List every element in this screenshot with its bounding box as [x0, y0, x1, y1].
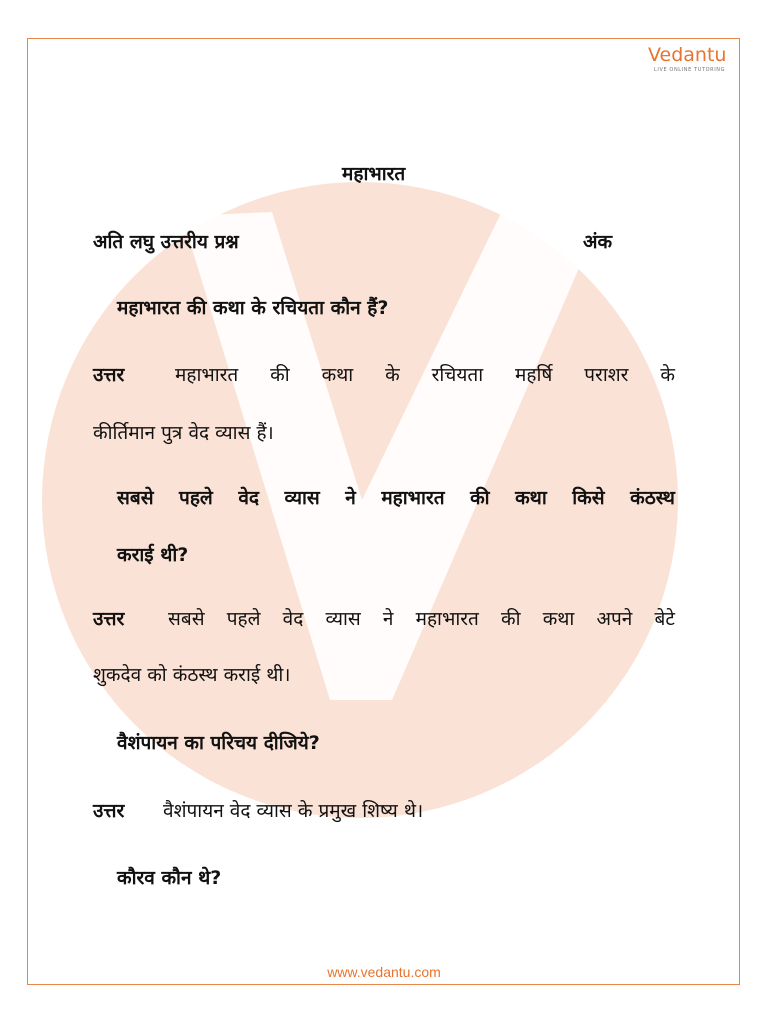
question-2-line-1	[117, 486, 675, 510]
word: महाभारत	[415, 608, 479, 630]
word: व्यास	[325, 608, 361, 630]
word: बेटे	[654, 608, 675, 630]
logo-text: Vedantu	[648, 44, 727, 66]
word: पहले	[179, 487, 213, 509]
word: ने	[345, 487, 356, 509]
word: की	[501, 608, 521, 630]
logo-tagline: LIVE ONLINE TUTORING	[654, 67, 726, 73]
word: की	[270, 364, 290, 386]
answer-2-line-2: शुकदेव को कंठस्थ कराई थी।	[93, 664, 291, 686]
answer-1-line-2: कीर्तिमान पुत्र वेद व्यास हैं।	[93, 422, 274, 444]
section-marks: अंक	[583, 231, 613, 253]
question-2-line-2: कराई थी?	[117, 544, 189, 566]
answer-1-line-1	[175, 363, 675, 387]
answer-2-line-1	[168, 607, 675, 631]
word: ने	[382, 608, 394, 630]
question-4: कौरव कौन थे?	[117, 867, 222, 889]
word: महाभारत	[381, 487, 445, 509]
word: कंठस्थ	[630, 487, 675, 509]
word: किसे	[572, 487, 605, 509]
footer-url[interactable]: www.vedantu.com	[327, 964, 441, 980]
word: महाभारत	[175, 364, 239, 386]
word: सबसे	[117, 487, 154, 509]
answer-label-3: उत्तर	[93, 800, 125, 822]
word: पहले	[226, 608, 261, 630]
document-title: महाभारत	[342, 163, 406, 185]
word: अपने	[596, 608, 633, 630]
word: सबसे	[168, 608, 205, 630]
answer-label-2: उत्तर	[93, 608, 125, 630]
question-1: महाभारत की कथा के रचियता कौन हैं?	[117, 297, 389, 319]
word: रचियता	[431, 364, 484, 386]
word: महर्षि	[515, 364, 553, 386]
word: पराशर	[584, 364, 629, 386]
word: कथा	[542, 608, 575, 630]
word: वेद	[238, 487, 259, 509]
word: के	[385, 364, 400, 386]
word: वेद	[282, 608, 304, 630]
word: कथा	[321, 364, 354, 386]
word: की	[470, 487, 490, 509]
word: के	[660, 364, 675, 386]
section-heading: अति लघु उत्तरीय प्रश्न	[93, 231, 239, 253]
word: कथा	[515, 487, 547, 509]
word: व्यास	[284, 487, 320, 509]
answer-3-line-1: वैशंपायन वेद व्यास के प्रमुख शिष्य थे।	[163, 800, 424, 822]
question-3: वैशंपायन का परिचय दीजिये?	[117, 732, 320, 754]
answer-label-1: उत्तर	[93, 364, 125, 386]
